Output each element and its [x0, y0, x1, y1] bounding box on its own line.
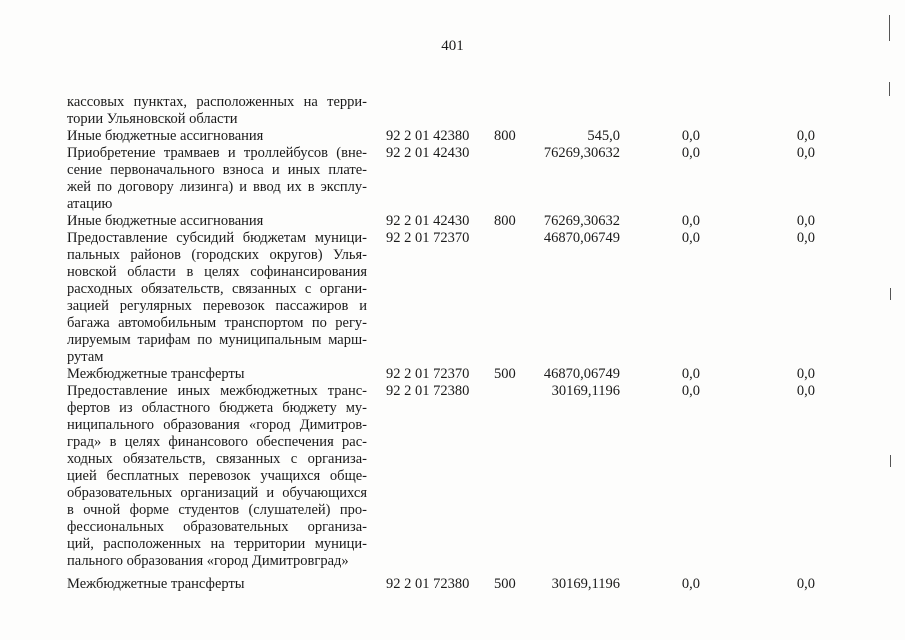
description-line: лируемым тарифам по муниципальным марш- — [67, 332, 367, 348]
description-line: пального образования «город Димитровград» — [67, 553, 349, 569]
amount-cell: 46870,06749 — [543, 366, 620, 382]
description-cell — [67, 94, 367, 128]
description-line: кассовых пунктах, расположенных на терри- — [67, 94, 367, 110]
second-year-cell: 0,0 — [681, 145, 700, 161]
table-row — [0, 128, 905, 145]
scan-mark — [889, 15, 890, 41]
target-code-cell: 92 2 01 42430 — [386, 213, 470, 229]
description-cell — [67, 213, 367, 230]
description-line: багажа автомобильным транспортом по регу- — [67, 315, 367, 331]
description-cell — [67, 128, 367, 145]
table-row — [0, 145, 905, 213]
description-cell — [67, 230, 367, 366]
third-year-cell: 0,0 — [796, 128, 815, 144]
target-code-cell: 92 2 01 72370 — [386, 230, 470, 246]
table-row — [0, 213, 905, 230]
second-year-cell: 0,0 — [681, 366, 700, 382]
description-line: новской области в целях софинансирования — [67, 264, 367, 280]
description-cell — [67, 383, 367, 570]
table-row — [0, 94, 905, 128]
table-row — [0, 576, 905, 593]
second-year-cell: 0,0 — [681, 213, 700, 229]
table-row — [0, 366, 905, 383]
third-year-cell: 0,0 — [796, 366, 815, 382]
description-line: жей по договору лизинга) и ввод их в эксплу- — [67, 179, 367, 195]
amount-cell: 545,0 — [587, 128, 620, 144]
table-row — [0, 383, 905, 570]
description-line: Межбюджетные трансферты — [67, 576, 245, 592]
second-year-cell: 0,0 — [681, 576, 700, 592]
target-code-cell: 92 2 01 72380 — [386, 576, 470, 592]
description-line: расходных обязательств, связанных с органи- — [67, 281, 367, 297]
amount-cell: 30169,1196 — [551, 383, 620, 399]
target-code-cell: 92 2 01 42380 — [386, 128, 470, 144]
description-cell — [67, 576, 367, 593]
expense-type-cell: 500 — [494, 576, 516, 592]
second-year-cell: 0,0 — [681, 128, 700, 144]
description-line: тории Ульяновской области — [67, 111, 238, 127]
description-line: Приобретение трамваев и троллейбусов (вне- — [67, 145, 367, 161]
description-line: ций, расположенных на территории муници- — [67, 536, 367, 552]
scan-mark — [890, 288, 891, 300]
third-year-cell: 0,0 — [796, 145, 815, 161]
scan-mark — [890, 455, 891, 467]
expense-type-cell: 800 — [494, 213, 516, 229]
amount-cell: 30169,1196 — [551, 576, 620, 592]
description-line: образовательных организаций и обучающихся — [67, 485, 367, 501]
description-line: в очной форме студентов (слушателей) про- — [67, 502, 367, 518]
third-year-cell: 0,0 — [796, 230, 815, 246]
description-cell — [67, 145, 367, 213]
page-number: 401 — [441, 38, 464, 54]
description-line: фессиональных образовательных организа- — [67, 519, 367, 535]
amount-cell: 76269,30632 — [543, 213, 620, 229]
description-line: Предоставление иных межбюджетных транс- — [67, 383, 367, 399]
description-line: сение первоначального взноса и иных плате- — [67, 162, 367, 178]
description-line: рутам — [67, 349, 104, 365]
description-line: Предоставление субсидий бюджетам муници- — [67, 230, 367, 246]
description-line: цией бесплатных перевозок учащихся обще- — [67, 468, 367, 484]
description-line: пальных районов (городских округов) Улья- — [67, 247, 367, 263]
description-line: атацию — [67, 196, 113, 212]
description-line: Иные бюджетные ассигнования — [67, 128, 264, 144]
description-cell — [67, 366, 367, 383]
expense-type-cell: 800 — [494, 128, 516, 144]
amount-cell: 76269,30632 — [543, 145, 620, 161]
description-line: фертов из областного бюджета бюджету му- — [67, 400, 367, 416]
description-line: град» в целях финансового обеспечения рас- — [67, 434, 367, 450]
third-year-cell: 0,0 — [796, 213, 815, 229]
description-line: Иные бюджетные ассигнования — [67, 213, 264, 229]
target-code-cell: 92 2 01 72380 — [386, 383, 470, 399]
description-line: ниципального образования «город Димитров- — [67, 417, 367, 433]
target-code-cell: 92 2 01 42430 — [386, 145, 470, 161]
description-line: Межбюджетные трансферты — [67, 366, 245, 382]
second-year-cell: 0,0 — [681, 230, 700, 246]
third-year-cell: 0,0 — [796, 383, 815, 399]
table-row — [0, 230, 905, 366]
description-line: зацией регулярных перевозок пассажиров и — [67, 298, 367, 314]
scan-mark — [889, 82, 890, 96]
description-line: ходных обязательств, связанных с организа- — [67, 451, 367, 467]
target-code-cell: 92 2 01 72370 — [386, 366, 470, 382]
expense-type-cell: 500 — [494, 366, 516, 382]
second-year-cell: 0,0 — [681, 383, 700, 399]
third-year-cell: 0,0 — [796, 576, 815, 592]
amount-cell: 46870,06749 — [543, 230, 620, 246]
